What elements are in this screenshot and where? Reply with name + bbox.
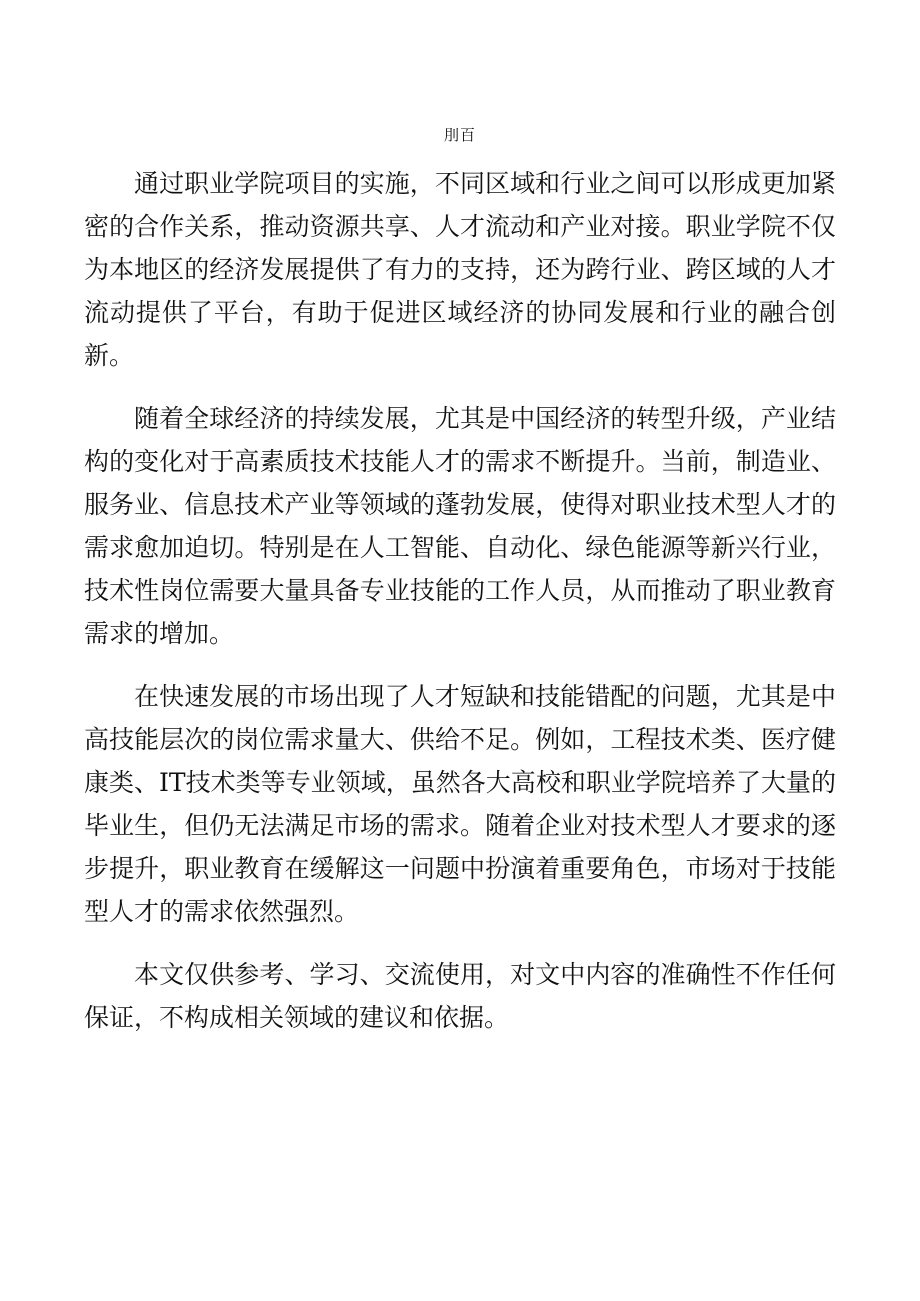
paragraph-4-disclaimer: 本文仅供参考、学习、交流使用，对文中内容的准确性不作任何保证，不构成相关领域的建议和依据。	[84, 960, 836, 1032]
page-heading: 刖百	[443, 126, 476, 144]
paragraph-2: 随着全球经济的持续发展，尤其是中国经济的转型升级，产业结构的变化对于高素质技术技能人才的需求不断提升。当前，制造业、服务业、信息技术产业等领域的蓬勃发展，使得对职业技术型人才的需求愈加迫切。特别是在人工智能、自动化、绿色能源等新兴行业，技术性岗位需要大量具备专业技能的工作人员，从而推动了职业教育需求的增加。	[84, 404, 836, 648]
paragraph-3: 在快速发展的市场出现了人才短缺和技能错配的问题，尤其是中高技能层次的岗位需求量大、供给不足。例如，工程技术类、医疗健康类、IT技术类等专业领域，虽然各大高校和职业学院培养了大量的毕业生，但仍无法满足市场的需求。随着企业对技术型人才要求的逐步提升，职业教育在缓解这一问题中扮演着重要角色，市场对于技能型人才的需求依然强烈。	[84, 682, 836, 926]
paragraph-1: 通过职业学院项目的实施，不同区域和行业之间可以形成更加紧密的合作关系，推动资源共享、人才流动和产业对接。职业学院不仅为本地区的经济发展提供了有力的支持，还为跨行业、跨区域的人才流动提供了平台，有助于促进区域经济的协同发展和行业的融合创新。	[84, 169, 836, 370]
document-body	[84, 162, 836, 1059]
